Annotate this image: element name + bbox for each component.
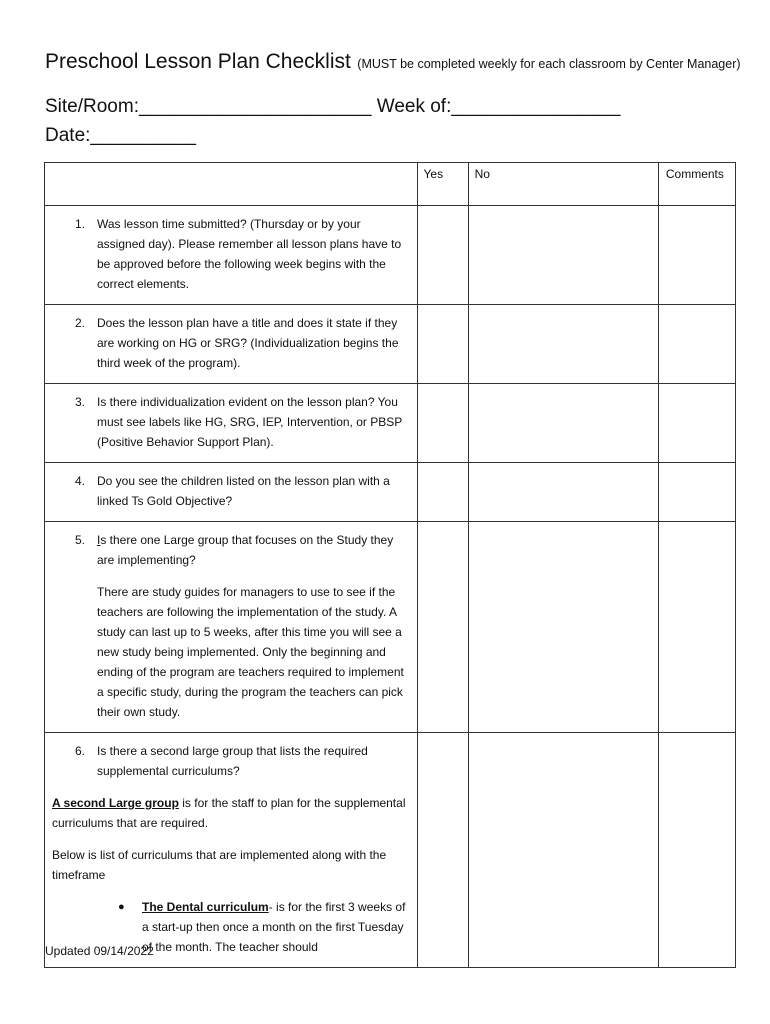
question-cell [45,522,418,733]
header-comments: Comments [658,163,735,206]
header-yes: Yes [417,163,468,206]
yes-cell[interactable] [417,522,468,733]
table-row [45,463,736,522]
question-number: 4. [75,474,86,488]
comments-cell[interactable] [658,305,735,384]
comments-cell[interactable] [658,733,735,968]
header-question [45,163,418,206]
curriculum-intro: Below is list of curriculums that are implemented along with the timeframe [52,848,387,882]
large-group-note [52,793,411,833]
large-group-text: is for the staff to plan for the supplemental curriculums that are required. [52,796,406,830]
question-number: 2. [75,316,86,330]
title-subtitle: (MUST be completed weekly for each classroom by Center Manager) [357,57,741,71]
bullet-icon: ● [118,901,125,913]
question-text: s there one Large group that focuses on the Study they are implementing? [97,533,394,567]
question-cell [45,384,418,463]
comments-cell[interactable] [658,522,735,733]
title-main: Preschool Lesson Plan Checklist [45,50,351,73]
study-guide-note: There are study guides for managers to use to see if the teachers are following the implementation of the study. A study can last up to 5 weeks, after this time you will see a new study being implemented. Only the beginning and ending of the program are teachers required to implement a specific study, during the program the teachers can pick their own study. [97,585,404,719]
updated-date: Updated 09/14/2022 [45,944,154,958]
header-no: No [468,163,658,206]
comments-cell[interactable] [658,463,735,522]
no-cell[interactable] [468,463,658,522]
no-cell[interactable] [468,733,658,968]
comments-cell[interactable] [658,384,735,463]
question-cell [45,305,418,384]
large-group-label: A second Large group [52,796,179,810]
question-first-letter: I [97,533,101,547]
question-text: Is there a second large group that lists the required supplemental curriculums? [97,744,368,778]
checklist-table [44,162,736,968]
question-text: Was lesson time submitted? (Thursday or by your assigned day). Please remember all lesson plans have to be approved before the following week begins with the correct elements. [97,217,402,291]
question-text: Do you see the children listed on the lesson plan with a linked Ts Gold Objective? [97,474,390,508]
comments-cell[interactable] [658,206,735,305]
question-text: Is there individualization evident on the lesson plan? You must see labels like HG, SRG, IEP, Intervention, or PBSP (Positive Behavior Support Plan). [97,395,403,449]
table-row [45,733,736,968]
date-line[interactable]: Date:__________ [45,125,197,146]
yes-cell[interactable] [417,206,468,305]
no-cell[interactable] [468,206,658,305]
table-row [45,384,736,463]
question-cell [45,463,418,522]
yes-cell[interactable] [417,305,468,384]
question-cell [45,206,418,305]
question-number: 1. [75,217,86,231]
table-row [45,206,736,305]
table-header-row [45,163,736,206]
question-number: 3. [75,395,86,409]
question-number: 6. [75,744,86,758]
table-row [45,305,736,384]
dental-curriculum-label: The Dental curriculum [142,900,269,914]
question-text: Does the lesson plan have a title and does it state if they are working on HG or SRG? (Individualization begins the third week of the program). [97,316,399,370]
site-week-line[interactable]: Site/Room:______________________ Week of:________________ [45,96,621,117]
no-cell[interactable] [468,522,658,733]
dental-curriculum-text: - is for the first 3 weeks of a start-up then once a month on the first Tuesday of the month. The teacher should [142,900,406,954]
yes-cell[interactable] [417,463,468,522]
yes-cell[interactable] [417,733,468,968]
yes-cell[interactable] [417,384,468,463]
no-cell[interactable] [468,305,658,384]
question-cell [45,733,418,968]
list-item [118,897,411,957]
question-number: 5. [75,533,86,547]
no-cell[interactable] [468,384,658,463]
document-title [45,50,741,74]
table-row [45,522,736,733]
